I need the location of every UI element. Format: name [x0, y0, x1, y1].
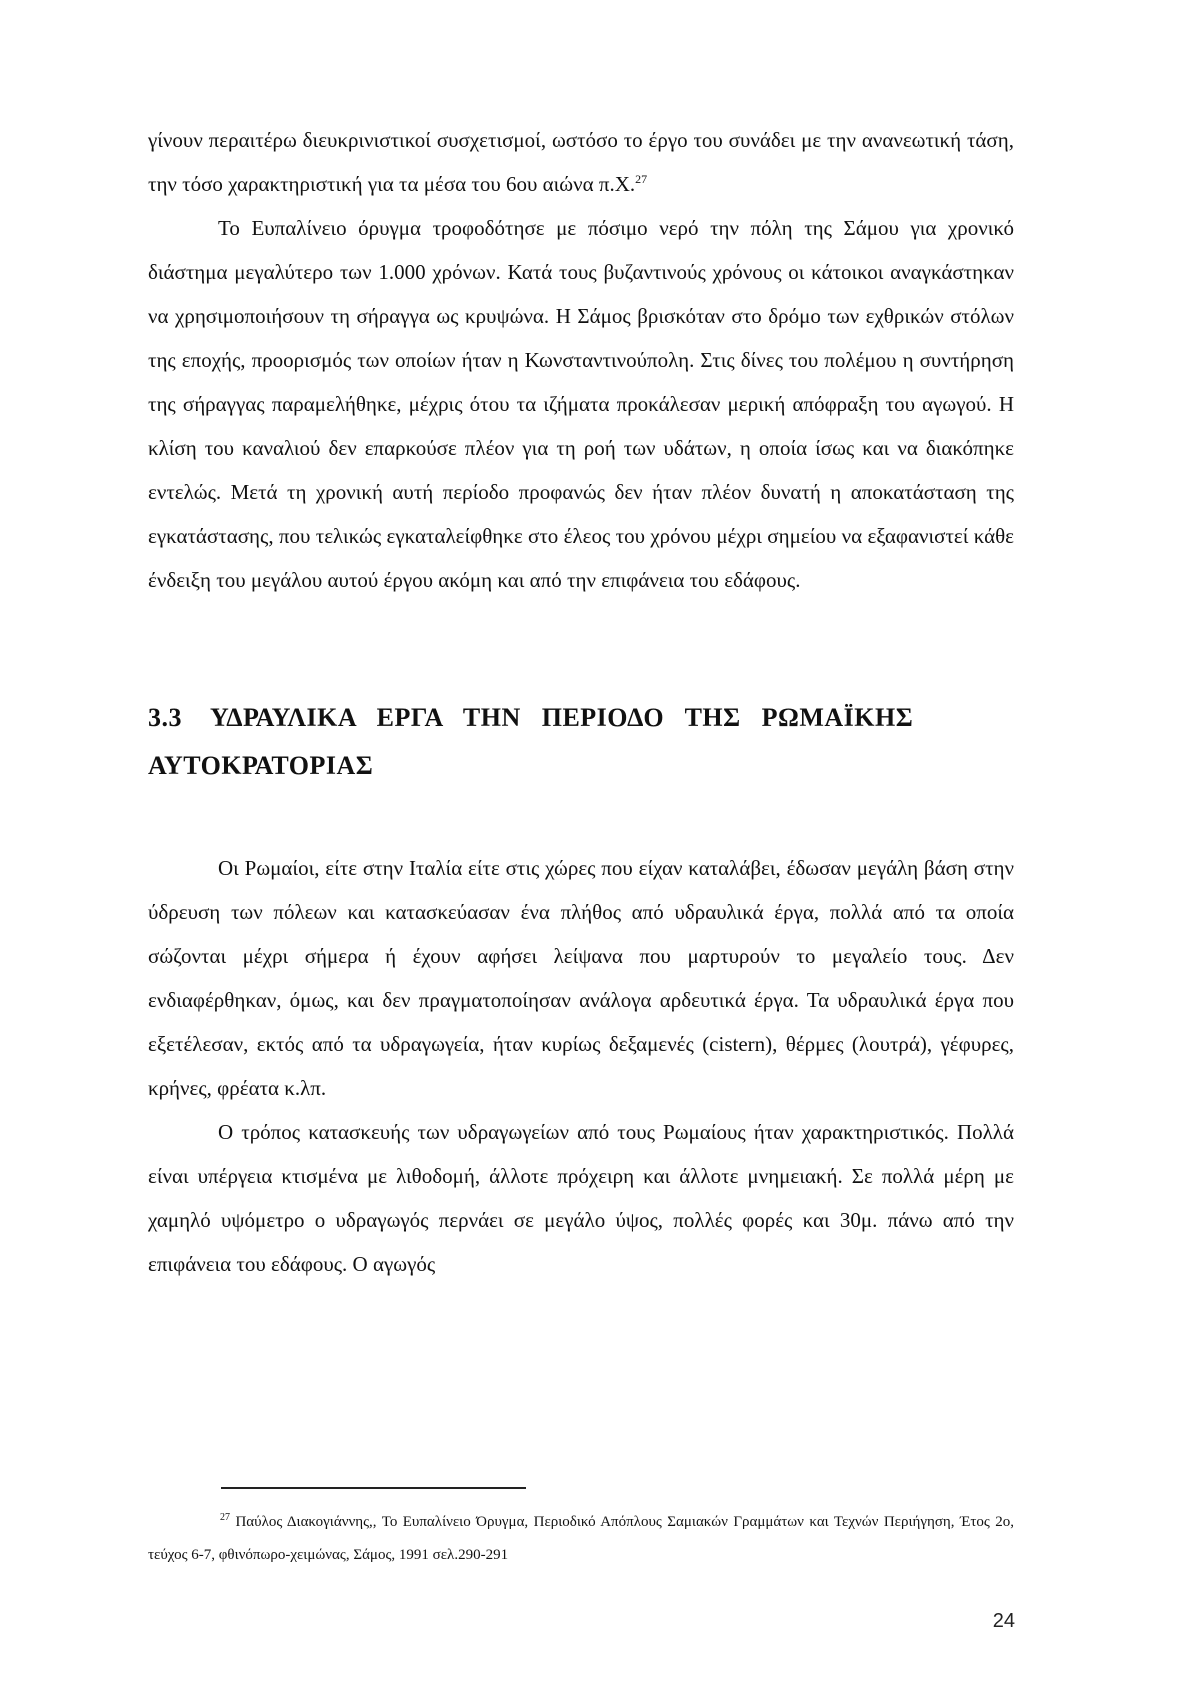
page-number: 24: [992, 1610, 1015, 1632]
footnote-number: 27: [220, 1512, 230, 1523]
section-title: ΥΔΡΑΥΛΙΚΑ ΕΡΓΑ ΤΗΝ ΠΕΡΙΟΔΟ ΤΗΣ ΡΩΜΑΪΚΗΣ ΑΥΤΟΚΡΑΤΟΡΙΑΣ: [148, 703, 914, 780]
paragraph-4: Ο τρόπος κατασκευής των υδραγωγείων από τους Ρωμαίους ήταν χαρακτηριστικός. Πολλά είναι υπέργεια κτισμένα με λιθοδομή, άλλοτε πρόχειρη και άλλοτε μνημειακή. Σε πολλά μέρη με χαμηλό υψόμετρο ο υδραγωγός περνάει σε μεγάλο ύψος, πολλές φορές και 30μ. πάνω από την επιφάνεια του εδάφους. Ο αγωγός: [148, 1120, 1014, 1276]
paragraph-1-text: γίνουν περαιτέρω διευκρινιστικοί συσχετισμοί, ωστόσο το έργο του συνάδει με την ανανεωτική τάση, την τόσο χαρακτηριστική για τα μέσα του 6ου αιώνα π.Χ.: [148, 128, 1014, 196]
section-heading: [148, 694, 1014, 790]
footnote-27: [148, 1506, 1014, 1572]
paragraph-1: [148, 118, 1014, 206]
footnote-text: Παύλος Διακογιάννης,, Το Ευπαλίνειο Όρυγμα, Περιοδικό Απόπλους Σαμιακών Γραμμάτων και Τεχνών Περιήγηση, Έτος 2ο, τεύχος 6-7, φθινόπωρο-χειμώνας, Σάμος, 1991 σελ.290-291: [148, 1514, 1015, 1563]
paragraph-3: Οι Ρωμαίοι, είτε στην Ιταλία είτε στις χώρες που είχαν καταλάβει, έδωσαν μεγάλη βάση στην ύδρευση των πόλεων και κατασκεύασαν ένα πλήθος από υδραυλικά έργα, πολλά από τα οποία σώζονται μέχρι σήμερα ή έχουν αφήσει λείψανα που μαρτυρούν το μεγαλείο τους. Δεν ενδιαφέρθηκαν, όμως, και δεν πραγματοποίησαν ανάλογα αρδευτικά έργα. Τα υδραυλικά έργα που εξετέλεσαν, εκτός από τα υδραγωγεία, ήταν κυρίως δεξαμενές (cistern), θέρμες (λουτρά), γέφυρες, κρήνες, φρέατα κ.λπ.: [148, 856, 1014, 1100]
document-page: [148, 118, 1014, 1286]
footnote-ref-27[interactable]: 27: [635, 172, 648, 186]
section-number: 3.3: [148, 703, 182, 732]
paragraph-2: Το Ευπαλίνειο όρυγμα τροφοδότησε με πόσιμο νερό την πόλη της Σάμου για χρονικό διάστημα μεγαλύτερο των 1.000 χρόνων. Κατά τους βυζαντινούς χρόνους οι κάτοικοι αναγκάστηκαν να χρησιμοποιήσουν τη σήραγγα ως κρυψώνα. Η Σάμος βρισκόταν στο δρόμο των εχθρικών στόλων της εποχής, προορισμός των οποίων ήταν η Κωνσταντινούπολη. Στις δίνες του πολέμου η συντήρηση της σήραγγας παραμελήθηκε, μέχρις ότου τα ιζήματα προκάλεσαν μερική απόφραξη του αγωγού. Η κλίση του καναλιού δεν επαρκούσε πλέον για τη ροή των υδάτων, η οποία ίσως και να διακόπηκε εντελώς. Μετά τη χρονική αυτή περίοδο προφανώς δεν ήταν πλέον δυνατή η αποκατάσταση της εγκατάστασης, που τελικώς εγκαταλείφθηκε στο έλεος του χρόνου μέχρι σημείου να εξαφανιστεί κάθε ένδειξη του μεγάλου αυτού έργου ακόμη και από την επιφάνεια του εδάφους.: [148, 216, 1014, 592]
footnote-separator: [221, 1487, 526, 1489]
